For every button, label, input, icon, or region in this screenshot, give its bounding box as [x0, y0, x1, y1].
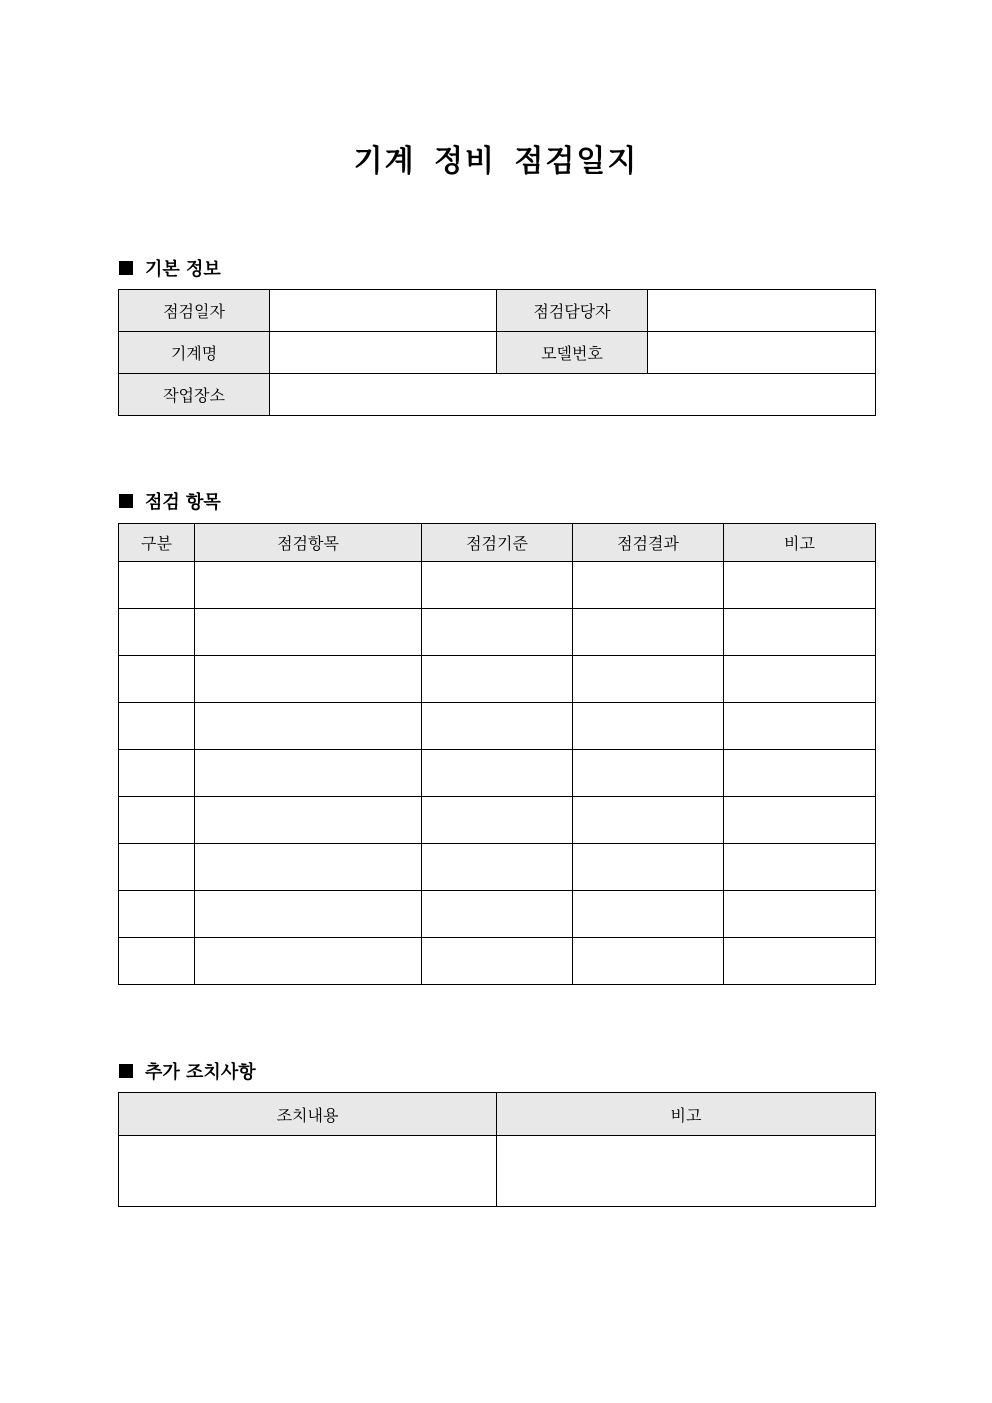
- table-cell[interactable]: [573, 562, 724, 609]
- table-cell[interactable]: [422, 844, 573, 891]
- table-cell[interactable]: [119, 844, 195, 891]
- table-cell[interactable]: [724, 703, 876, 750]
- table-cell[interactable]: [573, 750, 724, 797]
- table-row: [119, 374, 876, 416]
- table-cell[interactable]: [422, 891, 573, 938]
- table-cell[interactable]: [119, 703, 195, 750]
- table-cell[interactable]: [422, 562, 573, 609]
- section-heading-checklist-label: 점검 항목: [145, 492, 221, 513]
- column-header-result: 점검결과: [573, 524, 724, 562]
- label-machine-name: 기계명: [119, 332, 270, 374]
- column-header-criteria: 점검기준: [422, 524, 573, 562]
- table-row: [119, 844, 876, 891]
- section-heading-actions-label: 추가 조치사항: [145, 1062, 256, 1083]
- square-bullet-icon: [119, 261, 133, 275]
- table-cell[interactable]: [724, 891, 876, 938]
- section-heading-checklist: [119, 488, 221, 514]
- column-header-action-remarks: 비고: [497, 1093, 876, 1136]
- table-cell[interactable]: [724, 609, 876, 656]
- field-action-details[interactable]: [119, 1136, 497, 1207]
- table-cell[interactable]: [724, 844, 876, 891]
- table-cell[interactable]: [195, 844, 422, 891]
- table-cell[interactable]: [422, 609, 573, 656]
- table-row: [119, 891, 876, 938]
- table-cell[interactable]: [573, 656, 724, 703]
- field-model-number[interactable]: [648, 332, 876, 374]
- table-cell[interactable]: [119, 938, 195, 985]
- table-cell[interactable]: [724, 797, 876, 844]
- field-inspection-date[interactable]: [270, 290, 497, 332]
- column-header-remarks: 비고: [724, 524, 876, 562]
- label-inspection-date: 점검일자: [119, 290, 270, 332]
- table-cell[interactable]: [119, 750, 195, 797]
- table-header-row: [119, 1093, 876, 1136]
- table-cell[interactable]: [724, 656, 876, 703]
- table-cell[interactable]: [422, 938, 573, 985]
- table-cell[interactable]: [573, 609, 724, 656]
- table-cell[interactable]: [195, 750, 422, 797]
- table-cell[interactable]: [422, 797, 573, 844]
- table-header-row: [119, 524, 876, 562]
- table-row: [119, 703, 876, 750]
- table-cell[interactable]: [573, 891, 724, 938]
- table-cell[interactable]: [195, 797, 422, 844]
- field-machine-name[interactable]: [270, 332, 497, 374]
- page-title: 기계 정비 점검일지: [353, 144, 639, 179]
- table-cell[interactable]: [422, 703, 573, 750]
- table-cell[interactable]: [573, 938, 724, 985]
- square-bullet-icon: [119, 494, 133, 508]
- table-row: [119, 332, 876, 374]
- table-cell[interactable]: [195, 656, 422, 703]
- field-action-remarks[interactable]: [497, 1136, 876, 1207]
- table-row: [119, 1136, 876, 1207]
- label-model-number: 모델번호: [497, 332, 648, 374]
- table-row: [119, 562, 876, 609]
- column-header-category: 구분: [119, 524, 195, 562]
- column-header-item: 점검항목: [195, 524, 422, 562]
- section-heading-actions: [119, 1058, 256, 1084]
- table-cell[interactable]: [195, 891, 422, 938]
- table-cell[interactable]: [119, 656, 195, 703]
- table-cell[interactable]: [119, 797, 195, 844]
- label-inspector: 점검담당자: [497, 290, 648, 332]
- table-cell[interactable]: [724, 750, 876, 797]
- table-row: [119, 938, 876, 985]
- table-cell[interactable]: [119, 891, 195, 938]
- table-cell[interactable]: [195, 562, 422, 609]
- table-cell[interactable]: [195, 609, 422, 656]
- column-header-action-details: 조치내용: [119, 1093, 497, 1136]
- table-cell[interactable]: [422, 750, 573, 797]
- table-cell[interactable]: [422, 656, 573, 703]
- table-row: [119, 656, 876, 703]
- field-inspector[interactable]: [648, 290, 876, 332]
- section-heading-basic-label: 기본 정보: [145, 259, 221, 280]
- table-row: [119, 609, 876, 656]
- checklist-table: [118, 523, 876, 985]
- basic-info-table: [118, 289, 876, 416]
- table-row: [119, 750, 876, 797]
- table-cell[interactable]: [724, 562, 876, 609]
- actions-table: [118, 1092, 876, 1207]
- table-cell[interactable]: [195, 938, 422, 985]
- table-cell[interactable]: [119, 609, 195, 656]
- field-work-location[interactable]: [270, 374, 876, 416]
- table-row: [119, 797, 876, 844]
- table-cell[interactable]: [724, 938, 876, 985]
- table-row: [119, 290, 876, 332]
- table-cell[interactable]: [573, 703, 724, 750]
- label-work-location: 작업장소: [119, 374, 270, 416]
- table-cell[interactable]: [573, 844, 724, 891]
- square-bullet-icon: [119, 1064, 133, 1078]
- table-cell[interactable]: [195, 703, 422, 750]
- table-cell[interactable]: [573, 797, 724, 844]
- table-cell[interactable]: [119, 562, 195, 609]
- section-heading-basic: [119, 255, 221, 281]
